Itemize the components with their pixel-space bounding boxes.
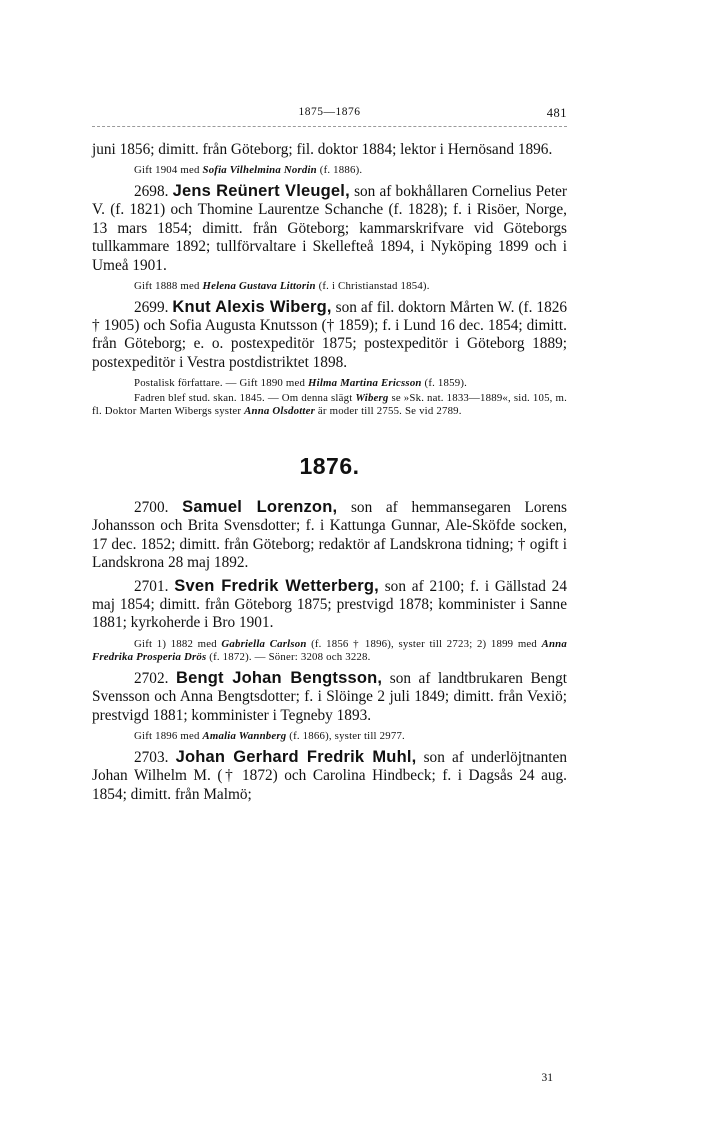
entry-2698	[92, 182, 567, 294]
entry-name: Samuel Lorenzon,	[182, 498, 338, 517]
note-italic: Anna Olsdotter	[244, 405, 316, 418]
entry-body	[92, 748, 567, 804]
entry-text: son af 2100; f. i Gällstad 24 maj 1854; dimitt. från Göteborg 1875; prestvigd 1878; komminister i Sanne 1881; kyrkoherde i Bro 1901.	[92, 577, 567, 632]
note-text: (f. 1886).	[316, 164, 363, 177]
entry-note	[92, 392, 567, 419]
entry-2702	[92, 669, 567, 744]
entry-name: Knut Alexis Wiberg,	[172, 297, 332, 316]
note-text: Fadren blef stud. skan. 1845. — Om denna slägt	[134, 391, 356, 404]
entry-2700	[92, 498, 567, 573]
note-text: (f. 1856 † 1896), syster till 2723; 2) 1899 med	[306, 637, 542, 650]
note-spouse: Sofia Vilhelmina Nordin	[202, 164, 317, 177]
entry-number: 2699.	[134, 298, 169, 316]
entry-2701	[92, 577, 567, 665]
note-italic: Anna Fredrika Prosperia Drös	[92, 637, 567, 664]
page-number: 481	[546, 106, 567, 120]
entry-name: Sven Fredrik Wetterberg,	[174, 576, 379, 595]
note-spouse: Hilma Martina Ericsson	[308, 377, 422, 390]
entry-body	[92, 577, 567, 633]
book-page	[92, 100, 568, 1084]
note-text: är moder till 2755. Se vid 2789.	[315, 405, 462, 418]
entry-text: son af underlöjtnanten Johan Wilhelm M. († 1872) och Carolina Hindbeck; f. i Dagsås 24 aug. 1854; dimitt. från Malmö;	[92, 748, 567, 803]
continuation-text: juni 1856; dimitt. från Göteborg; fil. doktor 1884; lektor i Hernösand 1896.	[92, 141, 553, 158]
entry-number: 2700.	[134, 499, 169, 517]
entry-name: Johan Gerhard Fredrik Muhl,	[175, 747, 417, 766]
note-text: (f. 1859).	[421, 377, 468, 390]
entry-text: son af fil. doktorn Mårten W. (f. 1826 † 1905) och Sofia Augusta Knutsson († 1859); f. i Lund 16 dec. 1854; dimitt. från Göteborg; e. o. postexpeditör 1875; postexpeditör i Göteborg 1889; postexpeditör i Vestra postdistriktet 1898.	[92, 298, 568, 371]
entry-name: Bengt Johan Bengtsson,	[175, 669, 383, 688]
year-heading: 1876.	[299, 453, 360, 480]
entry-note	[92, 638, 567, 665]
entry-text: son af landtbrukaren Bengt Svensson och Anna Bengtsdotter; f. i Slöinge 2 juli 1849; dimitt. från Vexiö; prestvigd 1881; komminister i Tegneby 1893.	[92, 670, 568, 724]
signature-mark: 31	[541, 1072, 553, 1084]
note-text: (f. i Christianstad 1854).	[315, 280, 430, 293]
note-spouse: Amalia Wannberg	[202, 730, 287, 743]
note-text: se »Sk. nat. 1833—1889«, sid. 105, m. fl. Doktor Marten Wibergs syster	[92, 391, 567, 418]
entry-2699	[92, 298, 567, 419]
note-text: Gift 1904 med	[134, 164, 203, 177]
entry-number: 2702.	[134, 670, 169, 688]
entry-note	[92, 280, 567, 294]
entry-text: son af bokhållaren Cornelius Peter V. (f. 1821) och Thomine Laurentze Schanche (f. 1828); f. i Risöer, Norge, 13 mars 1854; dimitt. från Göteborg; kammarskrifvare vid Göteborgs tullkammare 1892; tullförvaltare i Skellefteå 1894, i Nyköping 1899 och i Umeå 1901.	[92, 183, 568, 274]
entry-body	[92, 498, 567, 573]
entry-body	[92, 182, 567, 275]
note-text: Gift 1896 med	[134, 730, 203, 743]
entry-name: Jens Reünert Vleugel,	[172, 182, 350, 200]
note-text: Gift 1) 1882 med	[134, 637, 222, 650]
header-rule	[92, 126, 567, 127]
entry-note	[92, 377, 567, 391]
note-italic: Wiberg	[355, 391, 389, 404]
entry-number: 2698.	[134, 183, 169, 200]
note-text: Postalisk författare. — Gift 1890 med	[134, 377, 309, 390]
entry-note	[92, 730, 567, 744]
entry-2703	[92, 748, 567, 804]
note-text: (f. 1866), syster till 2977.	[286, 730, 405, 743]
running-head	[92, 100, 567, 122]
entry-number: 2703.	[134, 748, 169, 766]
note-text: (f. 1872). — Söner: 3208 och 3228.	[206, 651, 371, 664]
note-spouse: Helena Gustava Littorin	[202, 280, 316, 293]
entry-number: 2701.	[134, 577, 169, 595]
entry-body	[92, 669, 567, 725]
continuation-note	[92, 164, 567, 178]
note-text: Gift 1888 med	[134, 280, 203, 293]
entry-text: son af hemmansegaren Lorens Johansson och Brita Svensdotter; f. i Kattunga Gunnar, Ale-Sköfde socken, 17 dec. 1852; dimitt. från Göteborg; redaktör af Landskrona tidning; † ogift i Landskrona 28 maj 1892.	[92, 499, 568, 572]
header-years: 1875—1876	[298, 106, 361, 118]
entry-body	[92, 298, 567, 373]
note-italic: Gabriella Carlson	[221, 637, 307, 650]
